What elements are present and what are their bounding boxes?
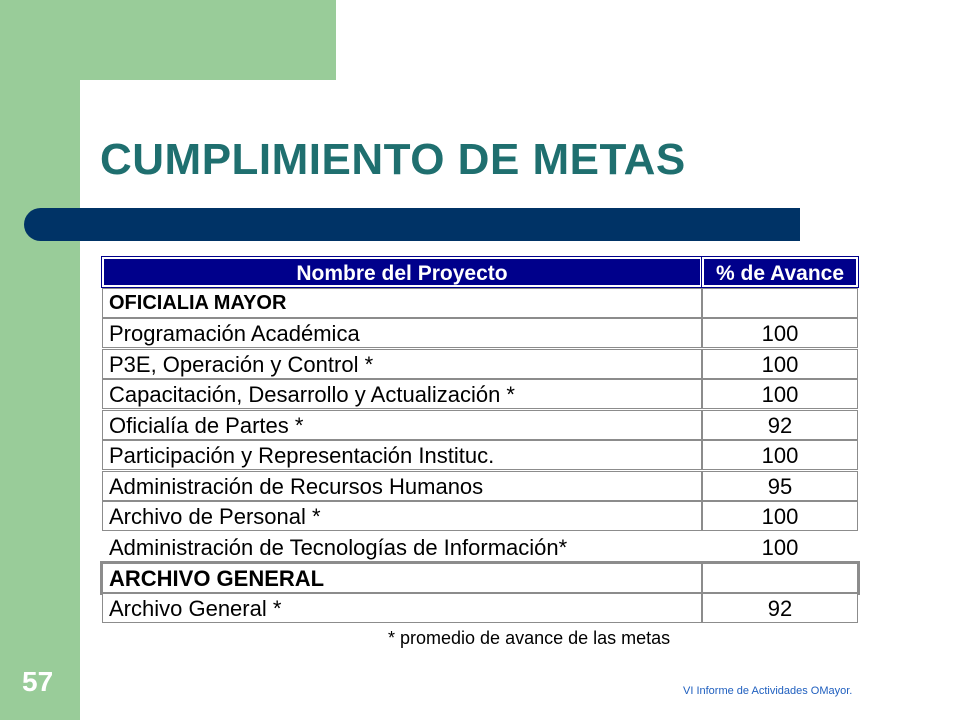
row-name: ARCHIVO GENERAL [102,563,702,593]
header-project-name: Nombre del Proyecto [102,257,702,287]
table-row [102,471,858,501]
table-row [102,501,858,531]
page-number: 57 [22,666,54,697]
row-value: 100 [702,318,858,348]
row-value: 92 [702,593,858,623]
row-name: Programación Académica [102,318,702,348]
title-underline-bar [24,208,800,241]
table-row [102,410,858,440]
row-name: Archivo de Personal * [102,501,702,531]
header-progress: % de Avance [702,257,858,287]
footer-text: VI Informe de Actividades OMayor. [683,685,853,697]
row-name: Administración de Recursos Humanos [102,471,702,501]
table-header-row [102,257,858,287]
projects-table [102,257,858,623]
table-row [102,379,858,409]
row-value: 100 [702,532,858,562]
table-row [102,318,858,348]
green-left-band [0,0,80,720]
table-footnote: * promedio de avance de las metas [388,628,671,648]
table-row [102,349,858,379]
table-row [102,440,858,470]
row-value: 95 [702,471,858,501]
table-row [102,593,858,623]
row-value: 92 [702,410,858,440]
row-name: P3E, Operación y Control * [102,349,702,379]
green-top-band [80,0,336,80]
row-value [702,563,858,593]
row-name: Capacitación, Desarrollo y Actualización * [102,379,702,409]
row-value: 100 [702,379,858,409]
row-name: Administración de Tecnologías de Información* [102,532,702,562]
row-value: 100 [702,440,858,470]
table-row [102,532,858,562]
section-row-archivo-general [102,563,858,593]
row-value [702,288,858,318]
row-name: Participación y Representación Instituc. [102,440,702,470]
row-name: OFICIALIA MAYOR [102,288,702,318]
slide-title: CUMPLIMIENTO DE METAS [100,135,686,184]
row-name: Oficialía de Partes * [102,410,702,440]
row-name: Archivo General * [102,593,702,623]
row-value: 100 [702,349,858,379]
section-row-oficialia-mayor [102,288,858,318]
row-value: 100 [702,501,858,531]
